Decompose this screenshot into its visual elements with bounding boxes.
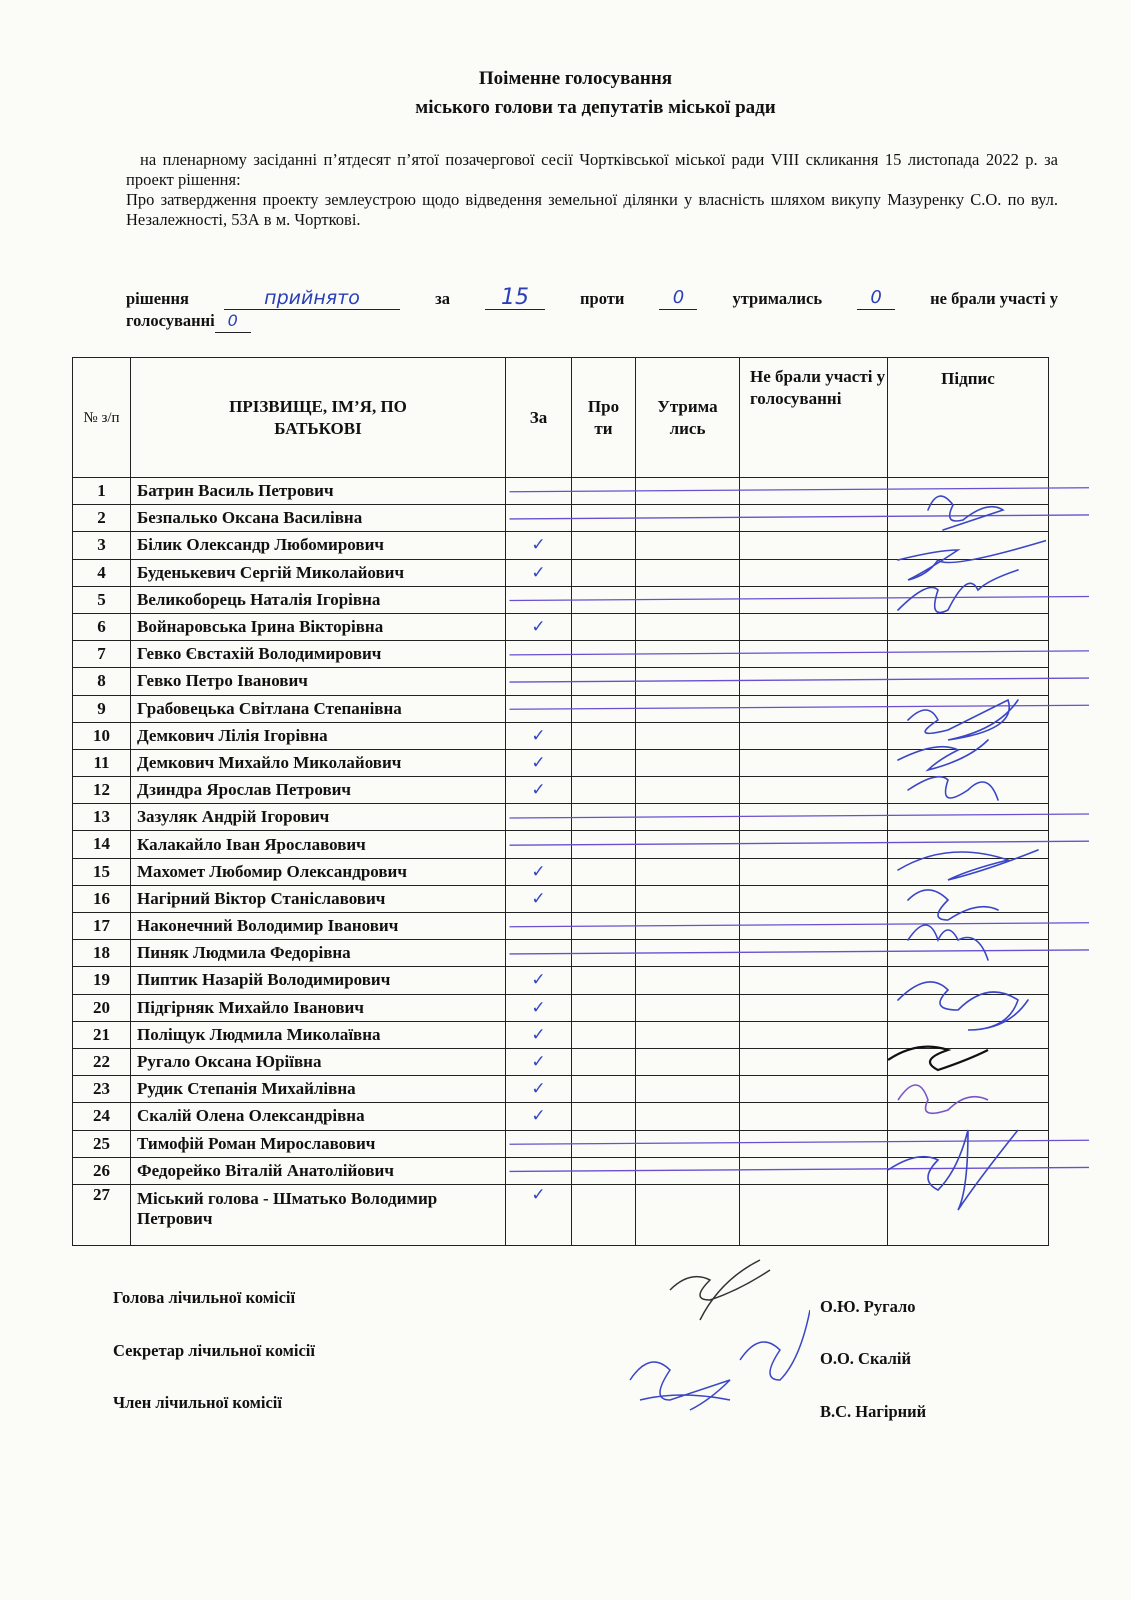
vote-abstain-cell	[636, 831, 740, 858]
vote-against-cell	[572, 831, 636, 858]
deputy-name: Демкович Михайло Миколайович	[131, 749, 506, 776]
header-name: ПРІЗВИЩЕ, ІМ’Я, ПО БАТЬКОВІ	[131, 358, 506, 478]
signature-cell	[888, 804, 1049, 831]
row-number: 1	[73, 478, 131, 505]
vote-against-cell	[572, 532, 636, 559]
row-number: 22	[73, 1048, 131, 1075]
row-number: 23	[73, 1076, 131, 1103]
vote-abstain-cell	[636, 695, 740, 722]
vote-against-cell	[572, 668, 636, 695]
deputy-name: Великоборець Наталія Ігорівна	[131, 586, 506, 613]
vote-abstain-cell	[636, 668, 740, 695]
not-voted-cell	[740, 668, 888, 695]
signature-cell	[888, 831, 1049, 858]
abstained-label: утримались	[732, 289, 823, 308]
not-voted-label: не брали участі у	[930, 289, 1058, 308]
vote-for-cell: ✓	[506, 532, 572, 559]
signature-cell	[888, 1048, 1049, 1075]
vote-for-cell	[506, 586, 572, 613]
table-row	[73, 641, 1049, 668]
vote-for-cell	[506, 695, 572, 722]
row-number: 9	[73, 695, 131, 722]
document-title: Поіменне голосування	[478, 68, 673, 89]
table-row	[73, 613, 1049, 640]
not-voted-cell	[740, 994, 888, 1021]
not-voted-value: 0	[215, 310, 251, 333]
vote-against-cell	[572, 885, 636, 912]
table-body	[73, 478, 1049, 1246]
decision-summary	[126, 287, 1058, 333]
table-row	[73, 831, 1049, 858]
signature-cell	[888, 913, 1049, 940]
abstained-value: 0	[857, 287, 895, 310]
row-number: 13	[73, 804, 131, 831]
vote-against-cell	[572, 994, 636, 1021]
row-number: 25	[73, 1130, 131, 1157]
signature-cell	[888, 858, 1049, 885]
signature-cell	[888, 994, 1049, 1021]
table-row	[73, 1021, 1049, 1048]
signature-cell	[888, 559, 1049, 586]
deputy-name: Білик Олександр Любомирович	[131, 532, 506, 559]
vote-against-cell	[572, 777, 636, 804]
row-number: 8	[73, 668, 131, 695]
vote-against-cell	[572, 1184, 636, 1245]
vote-abstain-cell	[636, 641, 740, 668]
row-number: 27	[73, 1184, 131, 1245]
not-voted-cell	[740, 913, 888, 940]
vote-for-cell: ✓	[506, 1048, 572, 1075]
table-row	[73, 1076, 1049, 1103]
vote-for-cell: ✓	[506, 559, 572, 586]
row-number: 21	[73, 1021, 131, 1048]
deputy-name: Гевко Євстахій Володимирович	[131, 641, 506, 668]
decision-value: прийнято	[224, 287, 400, 310]
row-number: 14	[73, 831, 131, 858]
vote-against-cell	[572, 940, 636, 967]
vote-against-cell	[572, 1130, 636, 1157]
vote-abstain-cell	[636, 804, 740, 831]
vote-against-cell	[572, 858, 636, 885]
vote-abstain-cell	[636, 505, 740, 532]
deputy-name: Скалій Олена Олександрівна	[131, 1103, 506, 1130]
table-row	[73, 478, 1049, 505]
vote-for-cell: ✓	[506, 1103, 572, 1130]
not-voted-cell	[740, 478, 888, 505]
not-voted-cell	[740, 559, 888, 586]
not-voted-cell	[740, 804, 888, 831]
member-name: В.С. Нагірний	[820, 1402, 927, 1421]
secretary-name: О.О. Скалій	[820, 1349, 911, 1368]
header-num: № з/п	[73, 358, 131, 478]
signature-cell	[888, 1157, 1049, 1184]
vote-abstain-cell	[636, 1184, 740, 1245]
not-voted-cell	[740, 940, 888, 967]
deputy-name: Пиняк Людмила Федорівна	[131, 940, 506, 967]
deputy-name: Гевко Петро Іванович	[131, 668, 506, 695]
vote-against-cell	[572, 1103, 636, 1130]
not-voted-cell	[740, 749, 888, 776]
signature-cell	[888, 1076, 1049, 1103]
vote-for-cell	[506, 913, 572, 940]
not-voted-cell	[740, 1103, 888, 1130]
secretary-label: Секретар лічильної комісії	[113, 1341, 315, 1360]
table-row	[73, 1157, 1049, 1184]
table-row	[73, 1184, 1049, 1245]
signature-cell	[888, 940, 1049, 967]
not-voted-label-2: голосуванні	[126, 311, 215, 330]
table-row	[73, 695, 1049, 722]
not-voted-cell	[740, 695, 888, 722]
table-row	[73, 559, 1049, 586]
row-number: 11	[73, 749, 131, 776]
signature-cell	[888, 641, 1049, 668]
deputy-name: Поліщук Людмила Миколаївна	[131, 1021, 506, 1048]
row-number: 2	[73, 505, 131, 532]
table-header-row	[73, 358, 1049, 478]
table-row	[73, 722, 1049, 749]
vote-for-cell	[506, 1130, 572, 1157]
chair-label: Голова лічильної комісії	[113, 1288, 296, 1307]
vote-for-cell	[506, 831, 572, 858]
vote-abstain-cell	[636, 1103, 740, 1130]
row-number: 4	[73, 559, 131, 586]
vote-for-cell: ✓	[506, 613, 572, 640]
vote-abstain-cell	[636, 1021, 740, 1048]
table-row	[73, 913, 1049, 940]
vote-for-cell: ✓	[506, 967, 572, 994]
vote-abstain-cell	[636, 1157, 740, 1184]
vote-against-cell	[572, 1021, 636, 1048]
not-voted-cell	[740, 1184, 888, 1245]
vote-for-cell: ✓	[506, 722, 572, 749]
vote-abstain-cell	[636, 613, 740, 640]
vote-against-cell	[572, 1048, 636, 1075]
vote-for-cell: ✓	[506, 749, 572, 776]
signature-cell	[888, 668, 1049, 695]
vote-abstain-cell	[636, 749, 740, 776]
row-number: 7	[73, 641, 131, 668]
signature-cell	[888, 1103, 1049, 1130]
row-number: 10	[73, 722, 131, 749]
vote-against-cell	[572, 1076, 636, 1103]
header-against: Про ти	[572, 358, 636, 478]
decision-label: рішення	[126, 289, 189, 308]
vote-abstain-cell	[636, 1130, 740, 1157]
table-row	[73, 967, 1049, 994]
vote-against-cell	[572, 478, 636, 505]
deputy-name: Підгірняк Михайло Іванович	[131, 994, 506, 1021]
signature-cell	[888, 749, 1049, 776]
session-intro	[126, 150, 1058, 230]
vote-against-cell	[572, 722, 636, 749]
for-label: за	[435, 289, 450, 308]
deputy-name: Безпалько Оксана Василівна	[131, 505, 506, 532]
vote-abstain-cell	[636, 885, 740, 912]
against-label: проти	[580, 289, 625, 308]
not-voted-cell	[740, 1021, 888, 1048]
vote-abstain-cell	[636, 858, 740, 885]
deputy-name: Міський голова - Шматько Володимир Петрович	[131, 1184, 506, 1245]
signature-cell	[888, 695, 1049, 722]
not-voted-cell	[740, 1076, 888, 1103]
vote-against-cell	[572, 641, 636, 668]
not-voted-cell	[740, 586, 888, 613]
vote-for-cell: ✓	[506, 1184, 572, 1245]
chair-name: О.Ю. Ругало	[820, 1297, 916, 1316]
vote-against-cell	[572, 586, 636, 613]
vote-for-cell	[506, 804, 572, 831]
row-number: 18	[73, 940, 131, 967]
table-row	[73, 804, 1049, 831]
vote-for-cell	[506, 478, 572, 505]
vote-against-cell	[572, 804, 636, 831]
deputy-name: Зазуляк Андрій Ігорович	[131, 804, 506, 831]
deputy-name: Нагірний Віктор Станіславович	[131, 885, 506, 912]
row-number: 17	[73, 913, 131, 940]
table-row	[73, 1048, 1049, 1075]
vote-abstain-cell	[636, 1076, 740, 1103]
vote-for-cell: ✓	[506, 858, 572, 885]
signature-cell	[888, 885, 1049, 912]
vote-abstain-cell	[636, 1048, 740, 1075]
signature-cell	[888, 532, 1049, 559]
vote-against-cell	[572, 967, 636, 994]
header-for: За	[506, 358, 572, 478]
session-text: на пленарному засіданні п’ятдесят п’ятої позачергової сесії Чортківської міської ради VIII скликання 15 листопада 2022 р. за проект рішення:	[126, 150, 1058, 189]
table-row	[73, 994, 1049, 1021]
table-row	[73, 940, 1049, 967]
signature-cell	[888, 1184, 1049, 1245]
document-subtitle: міського голови та депутатів міської ради	[415, 97, 776, 118]
deputy-name: Рудик Степанія Михайлівна	[131, 1076, 506, 1103]
signature-cell	[888, 777, 1049, 804]
vote-for-cell: ✓	[506, 1076, 572, 1103]
against-value: 0	[659, 287, 697, 310]
deputy-name: Наконечний Володимир Іванович	[131, 913, 506, 940]
table-row	[73, 532, 1049, 559]
vote-against-cell	[572, 913, 636, 940]
table-row	[73, 668, 1049, 695]
table-row	[73, 749, 1049, 776]
row-number: 12	[73, 777, 131, 804]
row-number: 3	[73, 532, 131, 559]
table-row	[73, 885, 1049, 912]
header-signature: Підпис	[888, 358, 1049, 478]
table-row	[73, 586, 1049, 613]
not-voted-cell	[740, 722, 888, 749]
signature-cell	[888, 967, 1049, 994]
vote-abstain-cell	[636, 586, 740, 613]
row-number: 6	[73, 613, 131, 640]
commission-signatures	[610, 1250, 810, 1450]
not-voted-cell	[740, 1048, 888, 1075]
table-row	[73, 1130, 1049, 1157]
not-voted-cell	[740, 641, 888, 668]
signature-cell	[888, 478, 1049, 505]
row-number: 26	[73, 1157, 131, 1184]
vote-for-cell	[506, 641, 572, 668]
signature-cell	[888, 1130, 1049, 1157]
vote-for-cell	[506, 668, 572, 695]
not-voted-cell	[740, 532, 888, 559]
signature-cell	[888, 722, 1049, 749]
table-row	[73, 505, 1049, 532]
table-row	[73, 858, 1049, 885]
roll-call-table	[72, 357, 1049, 1246]
draft-decision-subject: Про затвердження проекту землеустрою щодо відведення земельної ділянки у власність шляхом викупу Мазуренку С.О. по вул. Незалежності, 53А в м. Чорткові.	[126, 190, 1058, 229]
table-row	[73, 1103, 1049, 1130]
row-number: 20	[73, 994, 131, 1021]
not-voted-cell	[740, 505, 888, 532]
vote-against-cell	[572, 613, 636, 640]
not-voted-cell	[740, 967, 888, 994]
deputy-name: Войнаровська Ірина Вікторівна	[131, 613, 506, 640]
vote-abstain-cell	[636, 777, 740, 804]
header-abstain: Утрима лись	[636, 358, 740, 478]
vote-for-cell: ✓	[506, 777, 572, 804]
vote-abstain-cell	[636, 994, 740, 1021]
signature-cell	[888, 586, 1049, 613]
vote-abstain-cell	[636, 913, 740, 940]
vote-for-cell	[506, 505, 572, 532]
vote-against-cell	[572, 559, 636, 586]
vote-for-cell: ✓	[506, 1021, 572, 1048]
vote-abstain-cell	[636, 967, 740, 994]
not-voted-cell	[740, 613, 888, 640]
for-value: 15	[485, 287, 545, 310]
not-voted-cell	[740, 777, 888, 804]
member-label: Член лічильної комісії	[113, 1393, 282, 1412]
not-voted-cell	[740, 858, 888, 885]
signature-cell	[888, 613, 1049, 640]
vote-against-cell	[572, 505, 636, 532]
row-number: 24	[73, 1103, 131, 1130]
deputy-name: Махомет Любомир Олександрович	[131, 858, 506, 885]
vote-abstain-cell	[636, 532, 740, 559]
deputy-name: Грабовецька Світлана Степанівна	[131, 695, 506, 722]
deputy-name: Ругало Оксана Юріївна	[131, 1048, 506, 1075]
vote-abstain-cell	[636, 940, 740, 967]
row-number: 15	[73, 858, 131, 885]
vote-for-cell: ✓	[506, 885, 572, 912]
signature-cell	[888, 505, 1049, 532]
deputy-name: Демкович Лілія Ігорівна	[131, 722, 506, 749]
vote-abstain-cell	[636, 559, 740, 586]
deputy-name: Батрин Василь Петрович	[131, 478, 506, 505]
deputy-name: Буденькевич Сергій Миколайович	[131, 559, 506, 586]
not-voted-cell	[740, 1130, 888, 1157]
deputy-name: Калакайло Іван Ярославович	[131, 831, 506, 858]
vote-for-cell: ✓	[506, 994, 572, 1021]
deputy-name: Тимофій Роман Мирославович	[131, 1130, 506, 1157]
table-row	[73, 777, 1049, 804]
not-voted-cell	[740, 831, 888, 858]
vote-abstain-cell	[636, 478, 740, 505]
vote-for-cell	[506, 1157, 572, 1184]
not-voted-cell	[740, 1157, 888, 1184]
row-number: 16	[73, 885, 131, 912]
header-not-voted: Не брали участі у голосуванні	[740, 358, 888, 478]
not-voted-cell	[740, 885, 888, 912]
row-number: 19	[73, 967, 131, 994]
deputy-name: Пиптик Назарій Володимирович	[131, 967, 506, 994]
vote-for-cell	[506, 940, 572, 967]
signature-cell	[888, 1021, 1049, 1048]
vote-against-cell	[572, 695, 636, 722]
deputy-name: Федорейко Віталій Анатолійович	[131, 1157, 506, 1184]
vote-against-cell	[572, 1157, 636, 1184]
deputy-name: Дзиндра Ярослав Петрович	[131, 777, 506, 804]
vote-abstain-cell	[636, 722, 740, 749]
vote-against-cell	[572, 749, 636, 776]
row-number: 5	[73, 586, 131, 613]
